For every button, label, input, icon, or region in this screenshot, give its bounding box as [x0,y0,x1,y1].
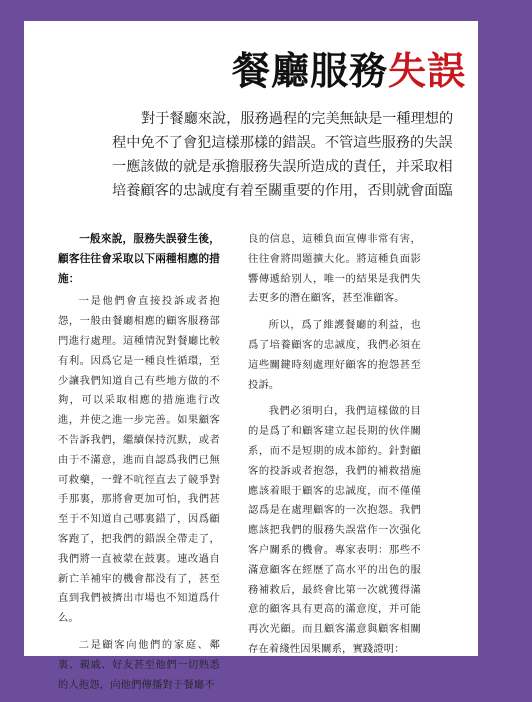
lead-paragraph [58,230,220,289]
body-paragraph: 所以，爲了維護餐廳的利益，也爲了培養顧客的忠誠度，我們必須在這些關鍵時刻處理好顧客的抱怨甚至投訴。 [248,319,421,391]
intro-line: 對于餐廳來說，服務過程的完美無缺是一種理想的 [141,111,454,127]
continued-paragraph: 良的信息，這種負面宣傳非常有害，往往會將問題擴大化。將這種負面影響傳遞給别人，唯一的結果是我們失去更多的潛在顧客，甚至准顧客。 [248,233,421,305]
body-paragraph: 我們必須明白，我們這樣做的目的是爲了和顧客建立起長期的伙伴關系，而不是短期的成本節約。針對顧客的投訴或者抱怨，我們的補救措施應該着眼于顧客的忠誠度，而不僅僅認爲是在處理顧客的一次抱怨。我們應該把我們的服務失誤當作一次强化客户關系的機會。專家表明：那些不滿意顧客在經歷了高水平的出色的服務補救后，最終會比第一次就獲得滿意的顧客具有更高的滿意度，并可能再次光顧。而且顧客滿意與顧客相關存在着綫性因果關系，實踐證明： [248,405,421,655]
body-paragraph: 二是顧客向他們的家庭、鄰裏、親戚、好友甚至他們一切熟悉的人抱怨，向他們傳播對于餐廳不 [58,638,220,691]
intro-line: 程中免不了會犯這樣那樣的錯誤。不管這些服務的失誤 [112,135,453,151]
page-title [232,49,466,93]
body-paragraph: 一是他們會直接投訴或者抱怨，一般由餐廳相應的顧客服務部門進行處理。這種情況對餐廳比較有利。因爲它是一種良性循環，至少讓我們知道自己有些地方做的不夠，可以采取相應的措施進行改進，并使之進一步完善。如果顧客不告訴我們，繼續保持沉默，或者由于不滿意，進而自認爲我們已無可救藥，一聲不吭徑直去了競爭對手那裏，那將會更加可怕，我們甚至于不知道自己哪裏錯了，因爲顧客跑了，把我們的錯誤全帶走了，我們將一直被蒙在鼓裏。連改過自新亡羊補牢的機會都没有了，甚至直到我們被擠出市場也不知道爲什么。 [58,295,220,625]
title-main: 餐廳服務 [232,48,389,93]
article-page [24,21,478,691]
right-column [248,230,421,667]
intro-line: 一應該做的就是承擔服務失誤所造成的責任，并采取相 [112,159,453,175]
intro-line: 培養顧客的忠誠度有着至關重要的作用，否則就會面臨 [112,183,453,199]
lead-text: 一般來說，服務失誤發生後，顧客往往會采取以下兩種相應的措施： [58,233,220,285]
intro-paragraph [112,107,532,203]
title-highlight: 失誤 [388,48,467,93]
left-column [58,230,220,702]
